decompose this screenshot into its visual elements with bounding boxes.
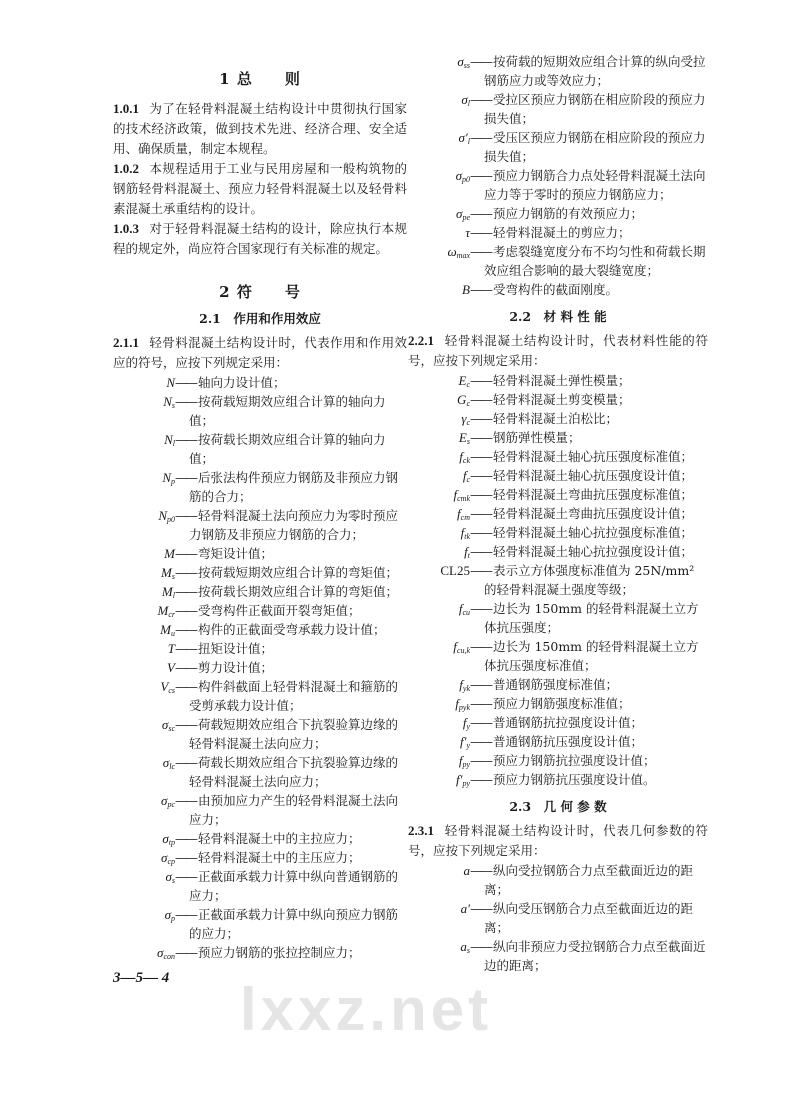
symbol-subscript: cs bbox=[168, 686, 175, 695]
symbol bbox=[408, 409, 470, 428]
symbol-main: τ bbox=[465, 225, 470, 240]
symbol bbox=[113, 791, 175, 829]
symbol-entry bbox=[113, 753, 407, 791]
chapter-1-body bbox=[113, 99, 407, 259]
symbol-definition: —— 轻骨料混凝土轴心抗压强度设计值； bbox=[470, 466, 708, 485]
symbol-main: σ bbox=[161, 850, 168, 865]
symbol-definition: —— 考虑裂缝宽度分布不均匀性和荷载长期效应组合影响的最大裂缝宽度； bbox=[470, 242, 708, 280]
symbol-main: N bbox=[158, 508, 167, 523]
symbol-subscript: p bbox=[171, 914, 175, 923]
symbol-subscript: ss bbox=[463, 61, 470, 70]
clause-2-1-1 bbox=[113, 333, 407, 373]
symbol-main: a bbox=[463, 863, 470, 878]
symbol-subscript: tk bbox=[464, 532, 470, 541]
symbol bbox=[408, 242, 470, 280]
symbol bbox=[408, 599, 470, 637]
clause-number: 1.0.1 bbox=[113, 101, 139, 116]
symbol-main: σ bbox=[455, 168, 462, 183]
symbol-entry bbox=[408, 770, 708, 789]
symbol bbox=[408, 637, 470, 675]
symbol bbox=[113, 373, 175, 392]
symbol-subscript: pyk bbox=[458, 703, 470, 712]
symbol bbox=[113, 715, 175, 753]
symbol-entry bbox=[408, 428, 708, 447]
symbol-main: M bbox=[157, 603, 169, 618]
clause-text: 为了在轻骨料混凝土结构设计中贯彻执行国家的技术经济政策，做到技术先进、经济合理、安全适用、确保质量，制定本规程。 bbox=[113, 101, 407, 156]
symbol-entry bbox=[113, 677, 407, 715]
symbol-subscript: p0 bbox=[462, 175, 470, 184]
symbol-definition: —— 表示立方体强度标准值为 25N/mm² 的轻骨料混凝土强度等级； bbox=[470, 561, 708, 599]
symbol-main: f bbox=[459, 449, 463, 464]
symbol-entry bbox=[408, 523, 708, 542]
symbol-main: σ bbox=[162, 755, 170, 770]
symbol-definition: —— 轻骨料混凝土轴心抗拉强度设计值； bbox=[470, 542, 708, 561]
symbol-definition: —— 边长为 150mm 的轻骨料混凝土立方体抗压强度； bbox=[470, 599, 708, 637]
symbol-definition: —— 构件斜截面上轻骨料混凝土和箍筋的受剪承载力设计值； bbox=[175, 677, 407, 715]
symbol-main: CL25 bbox=[440, 563, 470, 578]
clause-text: 本规程适用于工业与民用房屋和一般构筑物的钢筋轻骨料混凝土、预应力轻骨料混凝土以及轻骨料素混凝土承重结构的设计。 bbox=[113, 161, 407, 216]
clause-number: 2.1.1 bbox=[113, 335, 139, 350]
symbol-entry bbox=[408, 694, 708, 713]
symbol-entry bbox=[408, 280, 708, 299]
symbol bbox=[408, 770, 470, 789]
symbol bbox=[408, 713, 470, 732]
symbol-main: N bbox=[166, 375, 175, 390]
symbol-subscript: cr bbox=[168, 610, 175, 619]
symbol-main: M bbox=[161, 565, 172, 580]
symbol bbox=[408, 675, 470, 694]
symbol bbox=[113, 468, 175, 506]
symbol-subscript: lc bbox=[169, 762, 175, 771]
symbol-entry bbox=[113, 848, 407, 867]
symbol-definition: —— 普通钢筋强度标准值； bbox=[470, 675, 708, 694]
symbol bbox=[408, 937, 470, 975]
clause-text: 轻骨料混凝土结构设计时，代表几何参数的符号，应按下列规定采用： bbox=[408, 823, 708, 858]
symbol bbox=[113, 563, 175, 582]
symbol-definition: —— 轻骨料混凝土弹性模量； bbox=[470, 371, 708, 390]
symbol bbox=[113, 620, 175, 639]
symbol-entry bbox=[113, 582, 407, 601]
symbol-entry bbox=[408, 447, 708, 466]
symbol bbox=[408, 523, 470, 542]
symbol-main: σ bbox=[161, 717, 169, 732]
symbol-entry bbox=[408, 675, 708, 694]
symbol bbox=[408, 751, 470, 770]
symbol-main: f bbox=[462, 715, 467, 730]
symbol-main: σ bbox=[165, 869, 172, 884]
symbol-definition: —— 按荷载长期效应组合计算的弯矩值； bbox=[175, 582, 407, 601]
symbol-main: V bbox=[160, 679, 169, 694]
symbol-subscript: pc bbox=[167, 800, 175, 809]
symbol-main: σ bbox=[456, 206, 463, 221]
symbol-entry bbox=[408, 485, 708, 504]
symbol-subscript: con bbox=[163, 952, 175, 961]
symbol bbox=[113, 943, 175, 962]
clause-2-2-1 bbox=[408, 331, 708, 371]
symbol bbox=[408, 447, 470, 466]
symbol-main: f bbox=[453, 639, 457, 654]
section-2-3-title: 2.3 几 何 参 数 bbox=[509, 799, 607, 814]
symbol bbox=[408, 166, 470, 204]
symbol bbox=[113, 430, 175, 468]
symbol-main: f′ bbox=[455, 772, 463, 787]
symbol-main: B bbox=[462, 282, 470, 297]
symbol-definition: —— 轻骨料混凝土轴心抗拉强度标准值； bbox=[470, 523, 708, 542]
symbol-entry bbox=[113, 430, 407, 468]
symbol-definition: —— 预应力钢筋抗拉强度设计值； bbox=[470, 751, 708, 770]
symbol-entry bbox=[408, 242, 708, 280]
symbol-subscript: cm bbox=[460, 513, 470, 522]
symbol-definition: —— 钢筋弹性模量； bbox=[470, 428, 708, 447]
symbol-main: f bbox=[458, 753, 463, 768]
chapter-1-title: 1 总 则 bbox=[219, 70, 301, 88]
symbol-subscript: p0 bbox=[167, 515, 175, 524]
symbol-entry bbox=[408, 128, 708, 166]
symbol-subscript: cp bbox=[167, 857, 175, 866]
symbol-main: f bbox=[453, 487, 458, 502]
symbol-entry bbox=[408, 732, 708, 751]
symbol bbox=[408, 90, 470, 128]
symbol-subscript: sc bbox=[168, 724, 175, 733]
clause-number: 1.0.3 bbox=[113, 221, 139, 236]
symbol bbox=[408, 861, 470, 899]
symbol-list-actions-continued bbox=[408, 52, 708, 299]
symbol-definition: —— 普通钢筋抗拉强度设计值； bbox=[470, 713, 708, 732]
symbol-entry bbox=[113, 658, 407, 677]
symbol-main: V bbox=[167, 660, 175, 675]
symbol-main: σ bbox=[157, 945, 164, 960]
symbol-main: N bbox=[162, 470, 171, 485]
symbol-main: σ′ bbox=[458, 130, 468, 145]
symbol-main: N bbox=[163, 394, 172, 409]
symbol-subscript: pe bbox=[462, 213, 470, 222]
symbol-main: f bbox=[459, 677, 463, 692]
symbol-definition: —— 纵向受压钢筋合力点至截面近边的距离； bbox=[470, 899, 708, 937]
clause-text: 轻骨料混凝土结构设计时，代表作用和作用效应的符号，应按下列规定采用： bbox=[113, 335, 407, 370]
symbol-subscript: c bbox=[466, 475, 470, 484]
symbol bbox=[408, 561, 470, 599]
symbol-entry bbox=[408, 223, 708, 242]
symbol-definition: —— 弯矩设计值； bbox=[175, 544, 407, 563]
symbol-definition: —— 后张法构件预应力钢筋及非预应力钢筋的合力； bbox=[175, 468, 407, 506]
symbol-main: M bbox=[160, 622, 171, 637]
symbol-entry bbox=[113, 468, 407, 506]
symbol-definition: —— 轻骨料混凝土泊松比； bbox=[470, 409, 708, 428]
symbol-entry bbox=[113, 715, 407, 753]
symbol-subscript: s bbox=[466, 437, 470, 446]
symbol bbox=[113, 867, 175, 905]
symbol-definition: —— 正截面承载力计算中纵向预应力钢筋的应力； bbox=[175, 905, 407, 943]
clause-text: 轻骨料混凝土结构设计时，代表材料性能的符号，应按下列规定采用： bbox=[408, 333, 708, 368]
symbol-definition: —— 纵向非预应力受拉钢筋合力点至截面近边的距离； bbox=[470, 937, 708, 975]
symbol-entry bbox=[113, 829, 407, 848]
symbol bbox=[408, 223, 470, 242]
section-2-2-title: 2.2 材 料 性 能 bbox=[509, 309, 607, 324]
symbol-list-actions bbox=[113, 373, 407, 962]
symbol-subscript: u bbox=[171, 629, 175, 638]
symbol-main: σ bbox=[164, 907, 171, 922]
symbol-list-materials bbox=[408, 371, 708, 789]
symbol-definition: —— 按荷载短期效应组合计算的弯矩值； bbox=[175, 563, 407, 582]
symbol-main: E bbox=[458, 373, 467, 388]
symbol-definition: —— 预应力钢筋合力点处轻骨料混凝土法向应力等于零时的预应力钢筋应力； bbox=[470, 166, 708, 204]
clause-1-0-2 bbox=[113, 159, 407, 219]
symbol-entry bbox=[113, 544, 407, 563]
symbol-main: M bbox=[164, 546, 175, 561]
symbol-entry bbox=[113, 506, 407, 544]
symbol-subscript: cu,k bbox=[456, 646, 470, 655]
symbol-definition: —— 轻骨料混凝土中的主压应力； bbox=[175, 848, 407, 867]
symbol-main: a bbox=[460, 939, 467, 954]
symbol-entry bbox=[408, 504, 708, 523]
symbol-definition: —— 按荷载的短期效应组合计算的纵向受拉钢筋应力或等效应力； bbox=[470, 52, 708, 90]
symbol-main: E bbox=[458, 430, 467, 445]
symbol-entry bbox=[408, 561, 708, 599]
symbol bbox=[113, 392, 175, 430]
symbol-entry bbox=[113, 867, 407, 905]
left-column bbox=[113, 68, 407, 988]
symbol-definition: —— 轻骨料混凝土剪变模量； bbox=[470, 390, 708, 409]
symbol bbox=[408, 732, 470, 751]
symbol bbox=[408, 52, 470, 90]
symbol-subscript: c bbox=[466, 418, 470, 427]
symbol-main: f bbox=[464, 544, 468, 559]
symbol-subscript: s bbox=[466, 946, 470, 955]
symbol-definition: —— 受压区预应力钢筋在相应阶段的预应力损失值； bbox=[470, 128, 708, 166]
symbol-entry bbox=[113, 601, 407, 620]
symbol-definition: —— 轻骨料混凝土法向预应力为零时预应力钢筋及非预应力钢筋的合力； bbox=[175, 506, 407, 544]
symbol-entry bbox=[113, 639, 407, 658]
symbol-definition: —— 轻骨料混凝土轴心抗压强度标准值； bbox=[470, 447, 708, 466]
symbol-subscript: c bbox=[466, 380, 470, 389]
symbol-main: σ bbox=[162, 831, 169, 846]
symbol-entry bbox=[113, 563, 407, 582]
clause-1-0-1 bbox=[113, 99, 407, 159]
symbol bbox=[113, 829, 175, 848]
watermark: lxxz.net bbox=[240, 976, 493, 1043]
symbol-main: f bbox=[462, 468, 467, 483]
symbol-entry bbox=[408, 90, 708, 128]
symbol-definition: —— 预应力钢筋的有效预应力； bbox=[470, 204, 708, 223]
symbol bbox=[408, 485, 470, 504]
symbol-definition: —— 荷载短期效应组合下抗裂验算边缘的轻骨料混凝土法向应力； bbox=[175, 715, 407, 753]
symbol-entry bbox=[408, 861, 708, 899]
symbol-subscript: s bbox=[171, 401, 175, 410]
symbol-entry bbox=[408, 599, 708, 637]
symbol bbox=[113, 506, 175, 544]
clause-number: 2.3.1 bbox=[408, 823, 434, 838]
symbol bbox=[113, 753, 175, 791]
clause-2-3-1 bbox=[408, 821, 708, 861]
symbol bbox=[113, 582, 175, 601]
symbol bbox=[113, 905, 175, 943]
symbol-entry bbox=[113, 373, 407, 392]
right-column bbox=[408, 52, 708, 975]
symbol-subscript: s bbox=[171, 876, 175, 885]
symbol-definition: —— 正截面承载力计算中纵向普通钢筋的应力； bbox=[175, 867, 407, 905]
symbol bbox=[408, 542, 470, 561]
symbol-main: f′ bbox=[459, 734, 467, 749]
symbol-subscript: cu bbox=[462, 608, 470, 617]
symbol-entry bbox=[408, 937, 708, 975]
symbol-subscript: py bbox=[462, 779, 470, 788]
symbol-definition: —— 轻骨料混凝土中的主拉应力； bbox=[175, 829, 407, 848]
symbol bbox=[408, 280, 470, 299]
symbol-main: σ bbox=[461, 92, 468, 107]
clause-number: 1.0.2 bbox=[113, 161, 139, 176]
symbol-definition: —— 剪力设计值； bbox=[175, 658, 407, 677]
symbol-subscript: tp bbox=[168, 838, 175, 847]
symbol-definition: —— 预应力钢筋强度标准值； bbox=[470, 694, 708, 713]
symbol bbox=[408, 428, 470, 447]
symbol bbox=[113, 544, 175, 563]
symbol-main: a′ bbox=[460, 901, 470, 916]
symbol-definition: —— 扭矩设计值； bbox=[175, 639, 407, 658]
symbol-main: M bbox=[161, 584, 173, 599]
symbol-definition: —— 受弯构件的截面刚度。 bbox=[470, 280, 708, 299]
symbol-subscript: max bbox=[456, 251, 470, 260]
symbol-definition: —— 受弯构件正截面开裂弯矩值； bbox=[175, 601, 407, 620]
symbol-entry bbox=[408, 899, 708, 937]
symbol-entry bbox=[408, 390, 708, 409]
symbol-definition: —— 轻骨料混凝土弯曲抗压强度设计值； bbox=[470, 504, 708, 523]
symbol-entry bbox=[113, 620, 407, 639]
symbol-main: f bbox=[455, 696, 459, 711]
symbol-definition: —— 轴向力设计值； bbox=[175, 373, 407, 392]
symbol-main: σ bbox=[161, 793, 168, 808]
symbol-main: γ bbox=[461, 411, 467, 426]
symbol-subscript: t bbox=[467, 551, 470, 560]
section-2-1-title: 2.1 作用和作用效应 bbox=[199, 311, 321, 326]
symbol-subscript: c bbox=[466, 399, 470, 408]
symbol-main: ω bbox=[447, 244, 457, 259]
symbol-main: f bbox=[457, 506, 461, 521]
symbol bbox=[113, 848, 175, 867]
symbol-main: f bbox=[458, 601, 463, 616]
symbol-subscript: yk bbox=[462, 684, 470, 693]
symbol-entry bbox=[408, 713, 708, 732]
symbol-entry bbox=[408, 166, 708, 204]
symbol-subscript: p bbox=[171, 477, 175, 486]
symbol bbox=[408, 899, 470, 937]
symbol-entry bbox=[408, 204, 708, 223]
symbol-entry bbox=[408, 751, 708, 770]
symbol bbox=[113, 601, 175, 620]
clause-text: 对于轻骨料混凝土结构的设计，除应执行本规程的规定外，尚应符合国家现行有关标准的规定。 bbox=[113, 221, 407, 256]
symbol-subscript: l bbox=[172, 439, 175, 448]
symbol-definition: —— 预应力钢筋的张拉控制应力； bbox=[175, 943, 407, 962]
symbol-definition: —— 构件的正截面受弯承载力设计值； bbox=[175, 620, 407, 639]
page-number: 3—5— 4 bbox=[113, 970, 170, 986]
symbol-subscript: cmk bbox=[457, 494, 470, 503]
symbol-entry bbox=[113, 905, 407, 943]
clause-1-0-3 bbox=[113, 219, 407, 259]
symbol-definition: —— 普通钢筋抗压强度设计值； bbox=[470, 732, 708, 751]
symbol-entry bbox=[113, 392, 407, 430]
symbol bbox=[113, 658, 175, 677]
symbol-subscript: s bbox=[171, 572, 175, 581]
symbol-definition: —— 按荷载长期效应组合计算的轴向力值； bbox=[175, 430, 407, 468]
symbol-definition: —— 受拉区预应力钢筋在相应阶段的预应力损失值； bbox=[470, 90, 708, 128]
symbol-definition: —— 预应力钢筋抗压强度设计值。 bbox=[470, 770, 708, 789]
symbol-definition: —— 纵向受拉钢筋合力点至截面近边的距离； bbox=[470, 861, 708, 899]
clause-number: 2.2.1 bbox=[408, 333, 434, 348]
symbol-entry bbox=[113, 791, 407, 829]
symbol-definition: —— 荷载长期效应组合下抗裂验算边缘的轻骨料混凝土法向应力； bbox=[175, 753, 407, 791]
symbol-subscript: y bbox=[466, 741, 470, 750]
symbol-main: f bbox=[460, 525, 465, 540]
symbol-subscript: ck bbox=[462, 456, 470, 465]
symbol bbox=[113, 639, 175, 658]
chapter-2-title: 2 符 号 bbox=[219, 283, 301, 301]
symbol bbox=[408, 466, 470, 485]
symbol-main: σ bbox=[457, 54, 464, 69]
symbol-definition: —— 轻骨料混凝土弯曲抗压强度标准值； bbox=[470, 485, 708, 504]
symbol-main: N bbox=[164, 432, 173, 447]
symbol-subscript: l bbox=[172, 591, 175, 600]
symbol-entry bbox=[408, 542, 708, 561]
symbol bbox=[408, 204, 470, 223]
symbol-list-geometry bbox=[408, 861, 708, 975]
symbol bbox=[408, 390, 470, 409]
symbol bbox=[408, 694, 470, 713]
symbol bbox=[113, 677, 175, 715]
symbol bbox=[408, 504, 470, 523]
symbol-definition: —— 由预加应力产生的轻骨料混凝土法向应力； bbox=[175, 791, 407, 829]
symbol-definition: —— 按荷载短期效应组合计算的轴向力值； bbox=[175, 392, 407, 430]
symbol-entry bbox=[408, 637, 708, 675]
symbol-subscript: l bbox=[467, 137, 470, 146]
symbol-entry bbox=[113, 943, 407, 962]
symbol-entry bbox=[408, 409, 708, 428]
symbol-definition: —— 边长为 150mm 的轻骨料混凝土立方体抗压强度标准值； bbox=[470, 637, 708, 675]
symbol-entry bbox=[408, 371, 708, 390]
symbol-subscript: y bbox=[466, 722, 470, 731]
symbol-entry bbox=[408, 466, 708, 485]
symbol-main: T bbox=[167, 641, 175, 656]
symbol-definition: —— 轻骨料混凝土的剪应力； bbox=[470, 223, 708, 242]
symbol-main: G bbox=[457, 392, 467, 407]
symbol bbox=[408, 371, 470, 390]
symbol-entry bbox=[408, 52, 708, 90]
symbol-subscript: l bbox=[467, 99, 470, 108]
symbol bbox=[408, 128, 470, 166]
symbol-subscript: py bbox=[462, 760, 470, 769]
